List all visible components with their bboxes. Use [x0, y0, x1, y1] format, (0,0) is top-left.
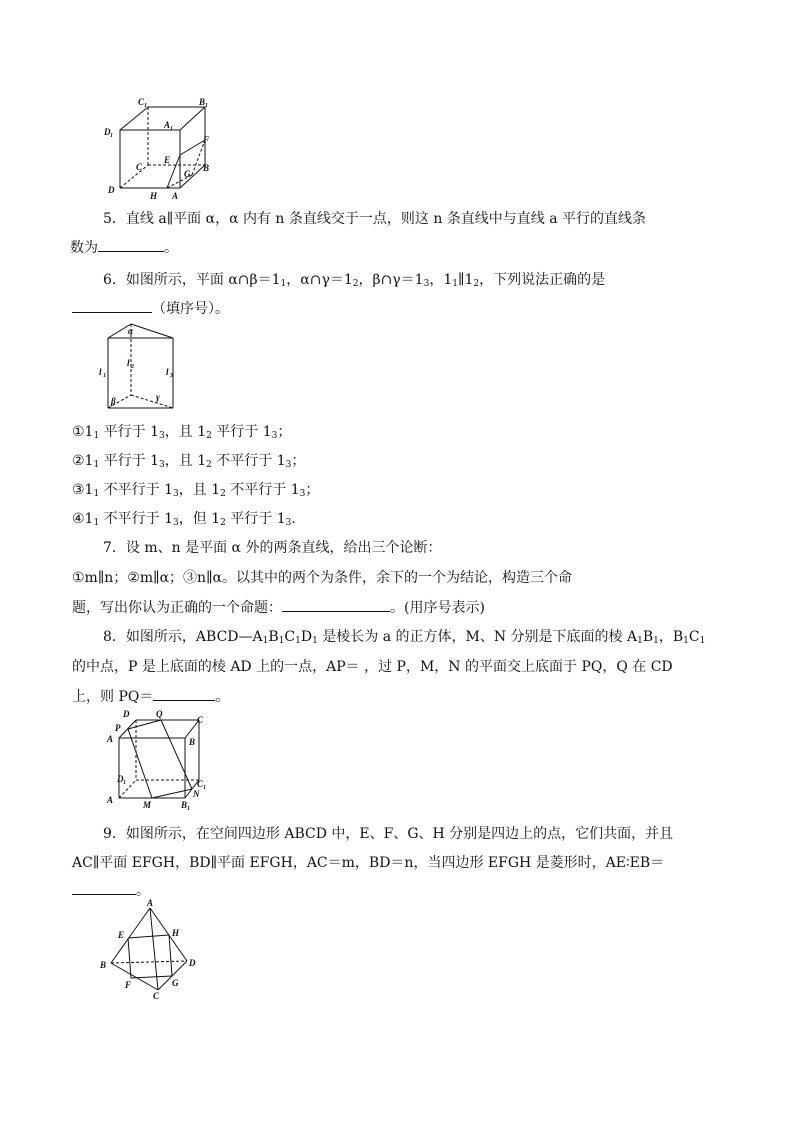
- sub: 3: [159, 431, 165, 441]
- sub: 3: [173, 518, 179, 528]
- sub: 1: [93, 489, 100, 499]
- sub: 1: [683, 636, 689, 646]
- q9-text-end: 。: [136, 883, 150, 899]
- label-E: E: [164, 155, 171, 165]
- label-D1-sub: 1: [123, 780, 126, 786]
- sub: 1: [699, 636, 706, 646]
- q8-line2: 的中点，P 是上底面的棱 AD 上的一点，AP＝ ，过 P，M，N 的平面交上底面于 PQ，Q 在 CD: [72, 659, 673, 675]
- label-F: F: [125, 980, 132, 990]
- q8-line1: [103, 627, 705, 647]
- t: 平行于 1: [211, 424, 272, 440]
- t: ，且 1: [164, 453, 207, 469]
- t: C: [284, 629, 296, 645]
- q5-answer-blank[interactable]: [98, 237, 164, 252]
- t: ，且 1: [164, 424, 207, 440]
- label-C: C: [136, 162, 143, 172]
- q8-text-end: 。: [215, 689, 230, 705]
- q6-text: ，α∩γ＝1: [286, 272, 353, 288]
- q8-line3: [72, 686, 229, 707]
- label-D1: D: [117, 774, 124, 784]
- sub: 1: [295, 636, 301, 646]
- label-A1: A: [107, 795, 114, 805]
- label-B1: B: [181, 800, 188, 810]
- q7-answer-blank[interactable]: [282, 597, 390, 612]
- q6-text: ，下列说法正确的是: [479, 272, 606, 288]
- t: 平行于 1: [225, 511, 286, 527]
- sub: 3: [271, 431, 278, 441]
- t: ，但 1: [178, 511, 221, 527]
- q5-text: 数为: [70, 240, 98, 256]
- tetrahedron-figure: [98, 898, 208, 1002]
- t: ；: [277, 424, 292, 440]
- sub: 1: [312, 636, 318, 646]
- label-H: H: [150, 191, 158, 201]
- label-A: A: [172, 191, 179, 201]
- sub: 3: [299, 489, 306, 499]
- sub: 1: [262, 636, 269, 646]
- label-Q: Q: [156, 709, 163, 719]
- sub: 3: [423, 279, 430, 289]
- label-C: C: [153, 991, 160, 1001]
- t: 不平行于 1: [211, 453, 286, 469]
- label-B: B: [100, 960, 107, 970]
- q7-text: 题，写出你认为正确的一个命题：: [72, 600, 282, 616]
- prism-figure: [98, 320, 188, 415]
- t: ②1: [72, 453, 94, 469]
- label-beta: β: [111, 396, 116, 406]
- t: ④1: [72, 511, 94, 527]
- t: 不平行于 1: [225, 482, 300, 498]
- sub: 3: [173, 489, 179, 499]
- q7-line2: ①m∥n；②m∥α；③n∥α。以其中的两个为条件，余下的一个为结论，构造三个命: [72, 570, 572, 586]
- sub: 1: [637, 636, 643, 646]
- cube-figure-2: [103, 708, 213, 812]
- q6-option-1[interactable]: [72, 422, 291, 442]
- t: 平行于 1: [99, 424, 160, 440]
- label-G: G: [172, 978, 179, 988]
- label-D: D: [189, 958, 196, 968]
- q9-answer-blank[interactable]: [72, 880, 136, 895]
- t: 是棱长为 a 的正方体，M、N 分别是下底面的棱 A: [317, 629, 638, 645]
- label-B: B: [189, 737, 196, 747]
- sub: 1: [280, 279, 287, 289]
- label-A: A: [107, 734, 114, 744]
- sub: 2: [206, 431, 212, 441]
- q5-line2: [70, 237, 178, 258]
- label-l2-sub: 2: [131, 364, 134, 370]
- sub: 1: [653, 636, 659, 646]
- q6-option-4[interactable]: [72, 509, 296, 529]
- sub: 2: [220, 489, 226, 499]
- sub: 1: [93, 518, 100, 528]
- label-B: B: [203, 163, 210, 173]
- sub: 1: [452, 279, 458, 289]
- label-D1: D: [104, 127, 111, 137]
- sub: 3: [159, 460, 165, 470]
- t: 8．如图所示，ABCD—A: [103, 629, 263, 645]
- label-C1-sub: 1: [203, 785, 206, 791]
- label-l3-sub: 3: [170, 373, 173, 379]
- label-C1-sub: 1: [144, 103, 147, 109]
- q6-text: 6．如图所示，平面 α∩β＝1: [103, 272, 281, 288]
- t: B: [642, 629, 654, 645]
- q6-option-2[interactable]: [72, 451, 305, 471]
- q6-text: ，β∩γ＝1: [358, 272, 424, 288]
- q7-line1: 7．设 m、n 是平面 α 外的两条直线，给出三个论断：: [103, 540, 442, 556]
- sub: 2: [220, 518, 226, 528]
- t: 平行于 1: [99, 453, 160, 469]
- q6-answer-blank[interactable]: [72, 298, 152, 313]
- label-D: D: [108, 185, 115, 195]
- label-E: E: [118, 930, 125, 940]
- label-G: G: [184, 169, 191, 179]
- q6-line2: [72, 298, 229, 319]
- t: ；: [305, 482, 320, 498]
- cube-figure-1: [100, 95, 220, 205]
- label-B1-sub: 1: [205, 103, 208, 109]
- label-B1: B: [199, 97, 206, 107]
- q6-text-end: （填序号）。: [152, 301, 229, 317]
- q6-text: ，1: [429, 272, 453, 288]
- t: ③1: [72, 482, 94, 498]
- t: ，且 1: [178, 482, 221, 498]
- t: ①1: [72, 424, 94, 440]
- sub: 3: [285, 518, 292, 528]
- label-l1-sub: 1: [103, 373, 106, 379]
- t: ，B: [658, 629, 684, 645]
- sub: 2: [352, 279, 359, 289]
- label-A1: A: [164, 120, 171, 130]
- t: C: [688, 629, 700, 645]
- label-H: H: [172, 928, 180, 938]
- label-l2: l: [127, 358, 130, 368]
- t: .: [291, 511, 296, 527]
- q6-text: ∥1: [457, 272, 474, 288]
- label-C1: C: [138, 97, 145, 107]
- label-A1-sub: 1: [170, 126, 173, 132]
- q5-line1: 5．直线 a∥平面 α，α 内有 n 条直线交于一点，则这 n 条直线中与直线 a 平行的直线条: [103, 211, 647, 227]
- label-F: F: [203, 135, 210, 145]
- q8-answer-blank[interactable]: [153, 686, 215, 701]
- q5-text-end: 。: [164, 240, 178, 256]
- t: 不平行于 1: [99, 511, 174, 527]
- t: B: [268, 629, 279, 645]
- sub: 1: [93, 431, 100, 441]
- label-A: A: [147, 898, 154, 908]
- sub: 2: [473, 279, 480, 289]
- q6-line1: [103, 270, 605, 290]
- sub: 1: [278, 636, 285, 646]
- label-D1-sub: 1: [110, 133, 113, 139]
- q8-text: 上，则 PQ＝: [72, 689, 154, 705]
- t: D: [300, 629, 313, 645]
- label-l1: l: [99, 367, 102, 377]
- label-alpha: α: [128, 326, 133, 336]
- t: 不平行于 1: [99, 482, 174, 498]
- q7-text-end: 。(用序号表示): [390, 600, 485, 616]
- sub: 1: [93, 460, 100, 470]
- label-C: C: [197, 715, 204, 725]
- label-B1-sub: 1: [187, 806, 190, 812]
- q9-line1: 9．如图所示，在空间四边形 ABCD 中，E、F、G、H 分别是四边上的点，它们共面，并且: [103, 826, 674, 842]
- label-gamma: γ: [156, 392, 160, 402]
- q6-option-3[interactable]: [72, 480, 319, 500]
- sub: 3: [285, 460, 292, 470]
- q7-line3: [72, 597, 485, 618]
- sub: 2: [206, 460, 212, 470]
- label-N: N: [193, 789, 200, 799]
- q9-line2: AC∥平面 EFGH，BD∥平面 EFGH，AC＝m，BD＝n，当四边形 EFGH 是菱形时，AE∶EB＝: [72, 855, 665, 871]
- label-D: D: [123, 709, 130, 719]
- label-P: P: [115, 723, 121, 733]
- label-l3: l: [166, 367, 169, 377]
- t: ；: [291, 453, 306, 469]
- label-M: M: [143, 800, 152, 810]
- label-C1: C: [197, 779, 204, 789]
